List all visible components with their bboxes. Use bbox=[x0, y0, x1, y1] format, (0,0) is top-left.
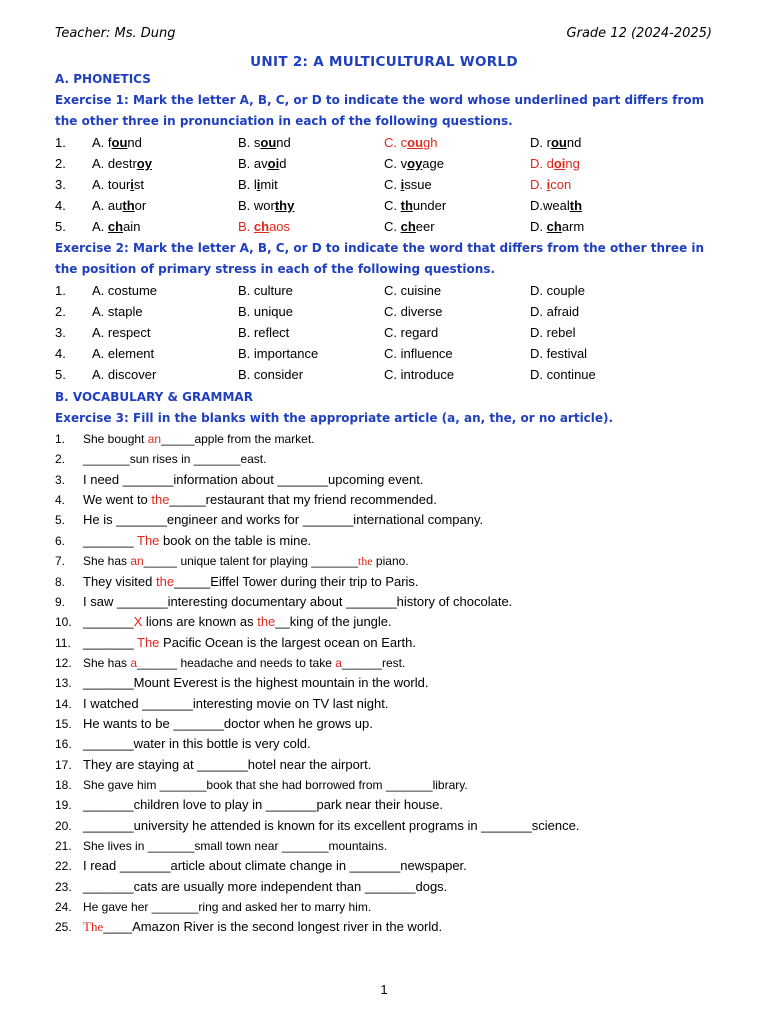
option-suffix: arm bbox=[561, 219, 585, 234]
sentence-text bbox=[83, 816, 579, 836]
option-suffix: eer bbox=[415, 219, 435, 234]
sentence-fragment: _____restaurant that my friend recommended. bbox=[169, 492, 437, 508]
sentence-number: 11. bbox=[55, 635, 71, 650]
sentence-number: 17. bbox=[55, 757, 72, 772]
sentence-fragment: _______ bbox=[83, 532, 137, 548]
underlined-sound: i bbox=[256, 177, 261, 192]
question-row bbox=[55, 344, 715, 364]
sentence-number: 12. bbox=[55, 655, 72, 670]
sentence-fragment: He is _______engineer and works for _______international company. bbox=[83, 512, 484, 528]
sentence-number: 20. bbox=[55, 818, 72, 833]
filled-answer: X bbox=[133, 614, 143, 630]
question-number: 3. bbox=[55, 325, 66, 340]
sentence-row bbox=[55, 531, 735, 551]
sentence-row bbox=[55, 592, 735, 612]
answer-option bbox=[384, 175, 432, 195]
sentence-text bbox=[83, 633, 416, 653]
option-prefix: C. bbox=[384, 219, 401, 234]
underlined-sound: ou bbox=[407, 135, 424, 150]
sentence-row bbox=[55, 572, 735, 592]
sentence-number: 15. bbox=[55, 716, 72, 731]
answer-option: A. respect bbox=[92, 325, 151, 340]
question-number: 4. bbox=[55, 346, 66, 361]
sentence-number: 1. bbox=[55, 432, 66, 446]
sentence-text bbox=[83, 470, 423, 490]
underlined-sound: i bbox=[546, 177, 551, 192]
answer-option bbox=[92, 196, 146, 216]
question-row bbox=[55, 133, 715, 153]
sentence-number: 25. bbox=[55, 920, 72, 935]
sentence-row bbox=[55, 714, 735, 734]
underlined-sound: th bbox=[400, 198, 413, 213]
sentence-number: 24. bbox=[55, 900, 72, 914]
sentence-fragment: I saw _______interesting documentary about _______history of chocolate. bbox=[83, 593, 513, 609]
sentence-row bbox=[55, 877, 735, 897]
sentence-text bbox=[83, 714, 373, 734]
option-suffix: con bbox=[550, 177, 572, 192]
sentence-row bbox=[55, 734, 735, 754]
sentence-row bbox=[55, 470, 735, 490]
sentence-number: 16. bbox=[55, 737, 72, 752]
underlined-sound: ou bbox=[111, 135, 128, 150]
option-prefix: C. bbox=[384, 198, 401, 213]
answer-option: D. afraid bbox=[530, 304, 580, 319]
underlined-sound: thy bbox=[274, 198, 295, 213]
option-prefix: D. d bbox=[530, 156, 554, 171]
sentence-row bbox=[55, 673, 735, 693]
sentence-number: 10. bbox=[55, 615, 72, 630]
sentence-text bbox=[83, 897, 371, 917]
sentence-text bbox=[83, 510, 483, 530]
sentence-text bbox=[83, 836, 387, 856]
option-suffix: d bbox=[279, 156, 287, 171]
underlined-sound: ou bbox=[260, 135, 277, 150]
sentence-fragment: _______Mount Everest is the highest mountain in the world. bbox=[83, 675, 429, 691]
sentence-fragment: _____apple from the market. bbox=[161, 432, 315, 446]
question-row bbox=[55, 365, 715, 385]
answer-option bbox=[530, 175, 571, 195]
option-prefix: D. bbox=[530, 219, 547, 234]
sentence-number: 9. bbox=[55, 594, 66, 609]
page-header bbox=[55, 26, 712, 44]
answer-option bbox=[384, 154, 444, 174]
answer-option bbox=[238, 133, 291, 153]
option-suffix: ain bbox=[123, 219, 141, 234]
option-suffix: or bbox=[134, 198, 147, 213]
filled-answer: a bbox=[335, 655, 342, 670]
filled-answer: an bbox=[130, 554, 144, 569]
option-prefix: B. wor bbox=[238, 198, 275, 213]
sentence-number: 23. bbox=[55, 879, 72, 894]
underlined-sound: oy bbox=[407, 156, 423, 171]
underlined-sound: oi bbox=[267, 156, 280, 171]
answer-option: C. diverse bbox=[384, 304, 443, 319]
answer-option: B. culture bbox=[238, 283, 293, 298]
question-row bbox=[55, 281, 715, 301]
sentence-text bbox=[83, 490, 437, 510]
option-suffix: aos bbox=[269, 219, 291, 234]
answer-option bbox=[530, 133, 581, 153]
sentence-fragment: piano. bbox=[372, 554, 409, 569]
sentence-text bbox=[83, 694, 388, 714]
filled-answer: the bbox=[357, 554, 373, 569]
answer-option: D. continue bbox=[530, 367, 596, 382]
teacher-name: Teacher: Ms. Dung bbox=[55, 26, 176, 41]
exercise-2-instructions: Exercise 2: Mark the letter A, B, C, or D to indicate the word that differs from the other three in the position of primary stress in each of the following questions. bbox=[55, 241, 705, 276]
sentence-number: 4. bbox=[55, 493, 66, 508]
option-suffix: nd bbox=[276, 135, 291, 150]
sentence-fragment: He gave her _______ring and asked her to marry him. bbox=[83, 900, 372, 914]
underlined-sound: ch bbox=[253, 219, 270, 234]
underlined-sound: th bbox=[569, 198, 583, 213]
option-suffix: age bbox=[422, 156, 444, 171]
exercise-1-instructions: Exercise 1: Mark the letter A, B, C, or D to indicate the word whose underlined part differs from the other three in pronunciation in each of the following questions. bbox=[55, 93, 705, 128]
sentence-text bbox=[83, 592, 512, 612]
sentence-fragment: She lives in _______small town near _______mountains. bbox=[83, 839, 388, 853]
sentence-fragment: She has bbox=[83, 554, 131, 569]
option-prefix: C. bbox=[384, 177, 401, 192]
underlined-sound: ch bbox=[400, 219, 416, 234]
question-number: 5. bbox=[55, 219, 66, 234]
option-prefix: B. av bbox=[238, 156, 268, 171]
underlined-sound: ch bbox=[107, 219, 124, 234]
answer-option bbox=[530, 154, 580, 174]
answer-option bbox=[384, 133, 437, 153]
question-number: 1. bbox=[55, 283, 66, 298]
sentence-text bbox=[83, 755, 371, 775]
question-row bbox=[55, 323, 715, 343]
answer-option bbox=[92, 217, 140, 237]
sentence-number: 3. bbox=[55, 472, 66, 487]
sentence-text bbox=[83, 653, 405, 673]
answer-option bbox=[384, 196, 446, 216]
sentence-row bbox=[55, 612, 735, 632]
option-suffix: nd bbox=[566, 135, 582, 150]
sentence-row bbox=[55, 775, 735, 795]
sentence-fragment: We went to bbox=[83, 492, 152, 508]
sentence-text bbox=[83, 429, 315, 449]
sentence-fragment: She has bbox=[83, 655, 131, 670]
sentence-number: 22. bbox=[55, 859, 72, 874]
option-prefix: B. bbox=[238, 219, 254, 234]
answer-option bbox=[92, 175, 144, 195]
sentence-fragment: ______ headache and needs to take bbox=[137, 655, 336, 670]
option-prefix: D.weal bbox=[530, 198, 570, 213]
sentence-row bbox=[55, 653, 735, 673]
underlined-sound: oy bbox=[136, 156, 152, 171]
sentence-row bbox=[55, 856, 735, 876]
sentence-fragment: _______water in this bottle is very cold. bbox=[83, 736, 311, 752]
option-suffix: ng bbox=[565, 156, 580, 171]
sentence-text bbox=[83, 551, 409, 571]
sentence-fragment: _______children love to play in _______park near their house. bbox=[83, 797, 443, 813]
answer-option: A. costume bbox=[92, 283, 158, 298]
sentence-fragment: __king of the jungle. bbox=[275, 614, 392, 630]
option-prefix: C. v bbox=[384, 156, 408, 171]
answer-option: C. regard bbox=[384, 325, 439, 340]
sentence-fragment: ______rest. bbox=[341, 655, 406, 670]
option-prefix: B. l bbox=[238, 177, 257, 192]
sentence-row bbox=[55, 633, 735, 653]
sentence-number: 18. bbox=[55, 778, 72, 792]
sentence-text bbox=[83, 917, 442, 937]
answer-option: C. cuisine bbox=[384, 283, 442, 298]
option-prefix: D. r bbox=[530, 135, 551, 150]
sentence-number: 19. bbox=[55, 798, 72, 813]
sentence-text bbox=[83, 877, 447, 897]
exercise-3-instructions: Exercise 3: Fill in the blanks with the appropriate article (a, an, the, or no article). bbox=[55, 411, 614, 425]
unit-title: UNIT 2: A MULTICULTURAL WORLD bbox=[250, 54, 518, 70]
answer-option: B. importance bbox=[238, 346, 319, 361]
sentence-fragment: She gave him _______book that she had borrowed from _______library. bbox=[83, 778, 468, 792]
underlined-sound: i bbox=[400, 177, 405, 192]
answer-option: D. rebel bbox=[530, 325, 576, 340]
option-prefix: C. c bbox=[384, 135, 408, 150]
answer-option: D. couple bbox=[530, 283, 585, 298]
sentence-fragment: _______ bbox=[83, 634, 137, 650]
sentence-row bbox=[55, 795, 735, 815]
underlined-sound: th bbox=[122, 198, 135, 213]
sentence-row bbox=[55, 429, 735, 449]
answer-option bbox=[92, 133, 142, 153]
sentence-fragment: He wants to be _______doctor when he grows up. bbox=[83, 715, 373, 731]
sentence-row bbox=[55, 510, 735, 530]
question-row bbox=[55, 175, 715, 195]
sentence-fragment: _____ unique talent for playing _______ bbox=[143, 554, 358, 569]
underlined-sound: i bbox=[130, 177, 134, 192]
question-row bbox=[55, 154, 715, 174]
answer-option bbox=[530, 196, 582, 216]
option-prefix: A. bbox=[92, 219, 108, 234]
section-heading-phonetics: A. PHONETICS bbox=[55, 72, 151, 86]
sentence-fragment: _____Eiffel Tower during their trip to Paris. bbox=[174, 573, 419, 589]
sentence-number: 21. bbox=[55, 839, 72, 853]
answer-option: C. influence bbox=[384, 346, 453, 361]
answer-option: D. festival bbox=[530, 346, 588, 361]
sentence-fragment: lions are known as bbox=[142, 614, 258, 630]
option-prefix: A. destr bbox=[92, 156, 137, 171]
question-row bbox=[55, 196, 715, 216]
option-suffix: mit bbox=[260, 177, 278, 192]
question-number: 5. bbox=[55, 367, 66, 382]
option-suffix: nd bbox=[127, 135, 142, 150]
sentence-number: 2. bbox=[55, 452, 66, 467]
question-number: 3. bbox=[55, 177, 66, 192]
answer-option: C. introduce bbox=[384, 367, 455, 382]
sentence-text bbox=[83, 572, 419, 592]
answer-option bbox=[92, 154, 152, 174]
sentence-text bbox=[83, 449, 266, 469]
filled-answer: a bbox=[130, 655, 138, 670]
answer-option bbox=[238, 196, 294, 216]
sentence-fragment: She bought bbox=[83, 432, 148, 446]
section-heading-vocabulary: B. VOCABULARY & GRAMMAR bbox=[55, 390, 253, 404]
question-number: 4. bbox=[55, 198, 66, 213]
option-suffix: ssue bbox=[404, 177, 432, 192]
option-prefix: A. tour bbox=[92, 177, 131, 192]
sentence-row bbox=[55, 917, 735, 937]
filled-answer: The bbox=[137, 532, 160, 548]
question-row bbox=[55, 302, 715, 322]
sentence-number: 7. bbox=[55, 554, 66, 569]
sentence-row bbox=[55, 836, 735, 856]
question-number: 1. bbox=[55, 135, 66, 150]
filled-answer: The bbox=[83, 919, 104, 935]
sentence-fragment: ____Amazon River is the second longest river in the world. bbox=[103, 919, 443, 935]
sentence-text bbox=[83, 775, 468, 795]
answer-option: B. consider bbox=[238, 367, 304, 382]
sentence-fragment: _______university he attended is known for its excellent programs in _______science. bbox=[83, 817, 580, 833]
filled-answer: The bbox=[137, 634, 160, 650]
option-prefix: D. bbox=[530, 177, 547, 192]
sentence-number: 13. bbox=[55, 676, 72, 691]
sentence-text bbox=[83, 612, 392, 632]
sentence-fragment: _______ bbox=[83, 614, 134, 630]
sentence-text bbox=[83, 734, 311, 754]
filled-answer: an bbox=[147, 432, 162, 446]
question-number: 2. bbox=[55, 304, 66, 319]
sentence-fragment: _______sun rises in _______east. bbox=[83, 452, 267, 467]
answer-option: A. staple bbox=[92, 304, 143, 319]
sentence-row bbox=[55, 897, 735, 917]
page-number: 1 bbox=[380, 982, 388, 997]
sentence-row bbox=[55, 490, 735, 510]
grade-label: Grade 12 (2024-2025) bbox=[566, 26, 712, 41]
answer-option bbox=[384, 217, 435, 237]
sentence-fragment: _______cats are usually more independent than _______dogs. bbox=[83, 878, 448, 894]
sentence-fragment: They visited bbox=[83, 573, 156, 589]
sentence-fragment: Pacific Ocean is the largest ocean on Earth. bbox=[159, 634, 416, 650]
answer-option: B. reflect bbox=[238, 325, 290, 340]
sentence-text bbox=[83, 531, 311, 551]
sentence-fragment: I need _______information about _______upcoming event. bbox=[83, 471, 424, 487]
underlined-sound: ou bbox=[550, 135, 567, 150]
sentence-number: 6. bbox=[55, 533, 66, 548]
sentence-number: 5. bbox=[55, 513, 66, 528]
filled-answer: the bbox=[151, 492, 170, 508]
sentence-text bbox=[83, 795, 443, 815]
option-prefix: A. f bbox=[92, 135, 112, 150]
filled-answer: the bbox=[155, 573, 175, 589]
sentence-row bbox=[55, 816, 735, 836]
answer-option bbox=[530, 217, 584, 237]
option-suffix: under bbox=[412, 198, 447, 213]
sentence-row bbox=[55, 551, 735, 571]
sentence-text bbox=[83, 856, 467, 876]
underlined-sound: ch bbox=[546, 219, 562, 234]
answer-option: A. discover bbox=[92, 367, 157, 382]
answer-option: A. element bbox=[92, 346, 155, 361]
sentence-row bbox=[55, 755, 735, 775]
option-suffix: gh bbox=[423, 135, 438, 150]
answer-option bbox=[238, 175, 278, 195]
sentence-fragment: book on the table is mine. bbox=[159, 532, 312, 548]
sentence-text bbox=[83, 673, 428, 693]
sentence-row bbox=[55, 694, 735, 714]
sentence-number: 14. bbox=[55, 696, 72, 711]
answer-option: B. unique bbox=[238, 304, 293, 319]
underlined-sound: oi bbox=[553, 156, 566, 171]
answer-option bbox=[238, 217, 290, 237]
sentence-fragment: I watched _______interesting movie on TV last night. bbox=[83, 695, 389, 711]
question-number: 2. bbox=[55, 156, 66, 171]
sentence-number: 8. bbox=[55, 574, 66, 589]
sentence-fragment: They are staying at _______hotel near the airport. bbox=[83, 756, 372, 772]
option-prefix: A. au bbox=[92, 198, 123, 213]
option-prefix: B. s bbox=[238, 135, 261, 150]
filled-answer: the bbox=[257, 614, 276, 630]
sentence-row bbox=[55, 449, 735, 469]
option-suffix: st bbox=[133, 177, 145, 192]
answer-option bbox=[238, 154, 286, 174]
sentence-fragment: I read _______article about climate change in _______newspaper. bbox=[83, 858, 467, 874]
question-row bbox=[55, 217, 715, 237]
